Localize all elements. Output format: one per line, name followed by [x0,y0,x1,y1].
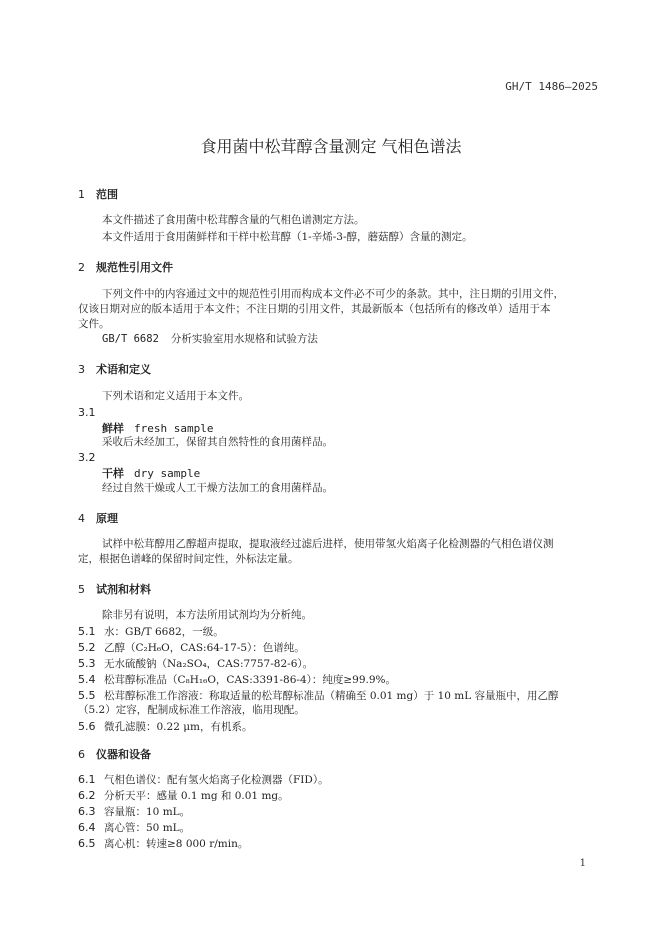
scope-paragraph-1: 本文件描述了食用菌中松茸醇含量的气相色谱测定方法。 [102,214,365,226]
item-number: 5.3 [78,657,96,670]
section-number: 3 [78,363,85,376]
item-text: 气相色谱仪：配有氢火焰离子化检测器（FID）。 [104,774,329,786]
list-item [78,672,600,688]
item-number: 5.4 [78,673,96,686]
list-item [78,836,600,852]
term-definition: 采收后未经加工，保留其自然特性的食用菌样品。 [102,436,333,448]
section-title: 范围 [96,188,118,201]
item-text: 松茸醇标准品（C₈H₁₆O，CAS:3391-86-4）：纯度≥99.9%。 [104,674,397,686]
section-number: 1 [78,188,85,201]
list-item [78,804,600,820]
term-english: fresh sample [134,422,214,435]
item-number: 6.2 [78,789,96,802]
item-text: 分析天平：感量 0.1 mg 和 0.01 mg。 [104,790,289,802]
section-2-heading [78,259,173,275]
section-5-heading [78,581,151,597]
list-item [78,624,600,640]
item-text: 微孔滤膜：0.22 μm，有机系。 [104,721,253,733]
item-text: （5.2）定容，配制成标准工作溶液，临用现配。 [78,704,305,716]
list-item [78,820,600,836]
term-number: 3.1 [78,406,96,419]
term-chinese: 鲜样 [102,422,124,435]
reagents-intro: 除非另有说明，本方法所用试剂均为分析纯。 [102,609,312,621]
item-text: 乙醇（C₂H₆O，CAS:64-17-5）：色谱纯。 [104,642,305,654]
item-text: 离心管：50 mL。 [104,822,191,834]
section-title: 仪器和设备 [96,748,151,761]
section-number: 6 [78,748,85,761]
item-number: 5.1 [78,625,96,638]
section-number: 4 [78,512,85,525]
normative-line-2: 仅该日期对应的版本适用于本文件；不注日期的引用文件，其最新版本（包括所有的修改单）适用于本 [78,303,551,315]
reference-title: 分析实验室用水规格和试验方法 [170,333,318,345]
item-number: 6.4 [78,821,96,834]
terms-intro: 下列术语和定义适用于本文件。 [102,390,249,402]
list-item [78,719,600,735]
section-title: 规范性引用文件 [96,261,173,274]
term-definition: 经过自然干燥或人工干燥方法加工的食用菌样品。 [102,482,333,494]
section-6-heading [78,746,151,762]
principle-line-2: 定，根据色谱峰的保留时间定性，外标法定量。 [78,553,299,565]
list-item [78,640,600,656]
document-title: 食用菌中松茸醇含量测定 气相色谱法 [200,137,462,156]
section-title: 试剂和材料 [96,583,151,596]
item-number: 6.5 [78,837,96,850]
normative-line-1: 下列文件中的内容通过文中的规范性引用而构成本文件必不可少的条款。其中，注日期的引用文件， [102,288,564,300]
section-3-heading [78,361,151,377]
standard-code: GH/T 1486—2025 [505,80,598,93]
list-item [78,656,600,672]
item-number: 6.3 [78,805,96,818]
normative-reference [102,332,600,347]
item-number: 6.1 [78,773,96,786]
term-chinese: 干样 [102,467,124,480]
list-item [78,788,600,804]
item-text: 松茸醇标准工作溶液：称取适量的松茸醇标准品（精确至 0.01 mg）于 10 mL 容量瓶中，用乙醇 [104,690,559,702]
term-heading [102,420,213,436]
list-item-continuation [78,703,600,718]
list-item [78,772,600,788]
scope-paragraph-2: 本文件适用于食用菌鲜样和干样中松茸醇（1-辛烯-3-醇，蘑菇醇）含量的测定。 [102,231,473,243]
item-text: 水：GB/T 6682，一级。 [104,626,224,638]
reference-code: GB/T 6682 [102,333,159,345]
term-heading [102,465,200,481]
normative-line-3: 文件。 [78,318,110,330]
section-1-heading [78,186,118,202]
term-english: dry sample [134,467,201,480]
section-title: 术语和定义 [96,363,151,376]
principle-line-1: 试样中松茸醇用乙醇超声提取，提取液经过滤后进样，使用带氢火焰离子化检测器的气相色谱仪测 [102,538,554,550]
list-item [78,688,600,704]
item-text: 离心机：转速≥8 000 r/min。 [104,838,249,850]
item-number: 5.2 [78,641,96,654]
section-number: 2 [78,261,85,274]
section-number: 5 [78,583,85,596]
item-number: 5.5 [78,689,96,702]
section-title: 原理 [96,512,118,525]
item-text: 容量瓶：10 mL。 [104,806,191,818]
item-number: 5.6 [78,720,96,733]
term-number: 3.2 [78,451,96,464]
section-4-heading [78,510,118,526]
item-text: 无水硫酸钠（Na₂SO₄，CAS:7757-82-6）。 [104,658,314,670]
page-number: 1 [579,858,586,869]
